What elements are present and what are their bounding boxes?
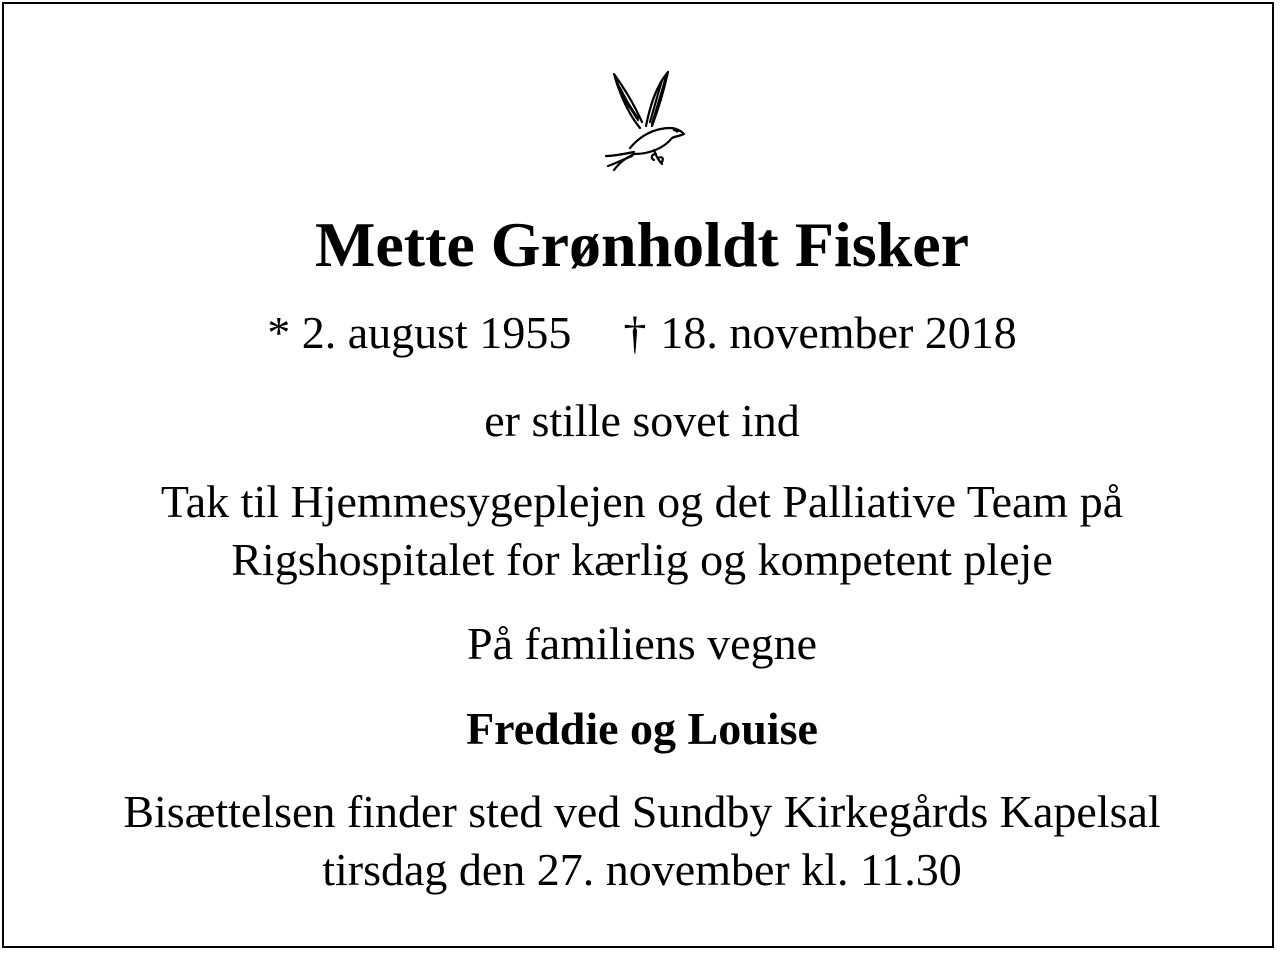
signers-names: Freddie og Louise	[466, 703, 818, 754]
cross-symbol: †	[623, 307, 647, 358]
funeral-info-line-2: tirsdag den 27. november kl. 11.30	[322, 844, 962, 895]
thanks-text-line-1: Tak til Hjemmesygeplejen og det Palliative Team på	[160, 476, 1124, 527]
death-date: 18. november 2018	[660, 307, 1017, 358]
birth-date: * 2. august 1955	[267, 307, 572, 358]
obituary-notice	[2, 2, 1274, 948]
dove-icon	[600, 66, 690, 172]
deceased-name: Mette Grønholdt Fisker	[314, 209, 970, 280]
thanks-text-line-2: Rigshospitalet for kærlig og kompetent pleje	[231, 534, 1053, 585]
announcement-phrase: er stille sovet ind	[484, 395, 800, 446]
life-dates	[4, 307, 1280, 358]
on-behalf-text: På familiens vegne	[466, 618, 817, 669]
funeral-info-line-1: Bisættelsen finder sted ved Sundby Kirkegårds Kapelsal	[123, 786, 1161, 837]
